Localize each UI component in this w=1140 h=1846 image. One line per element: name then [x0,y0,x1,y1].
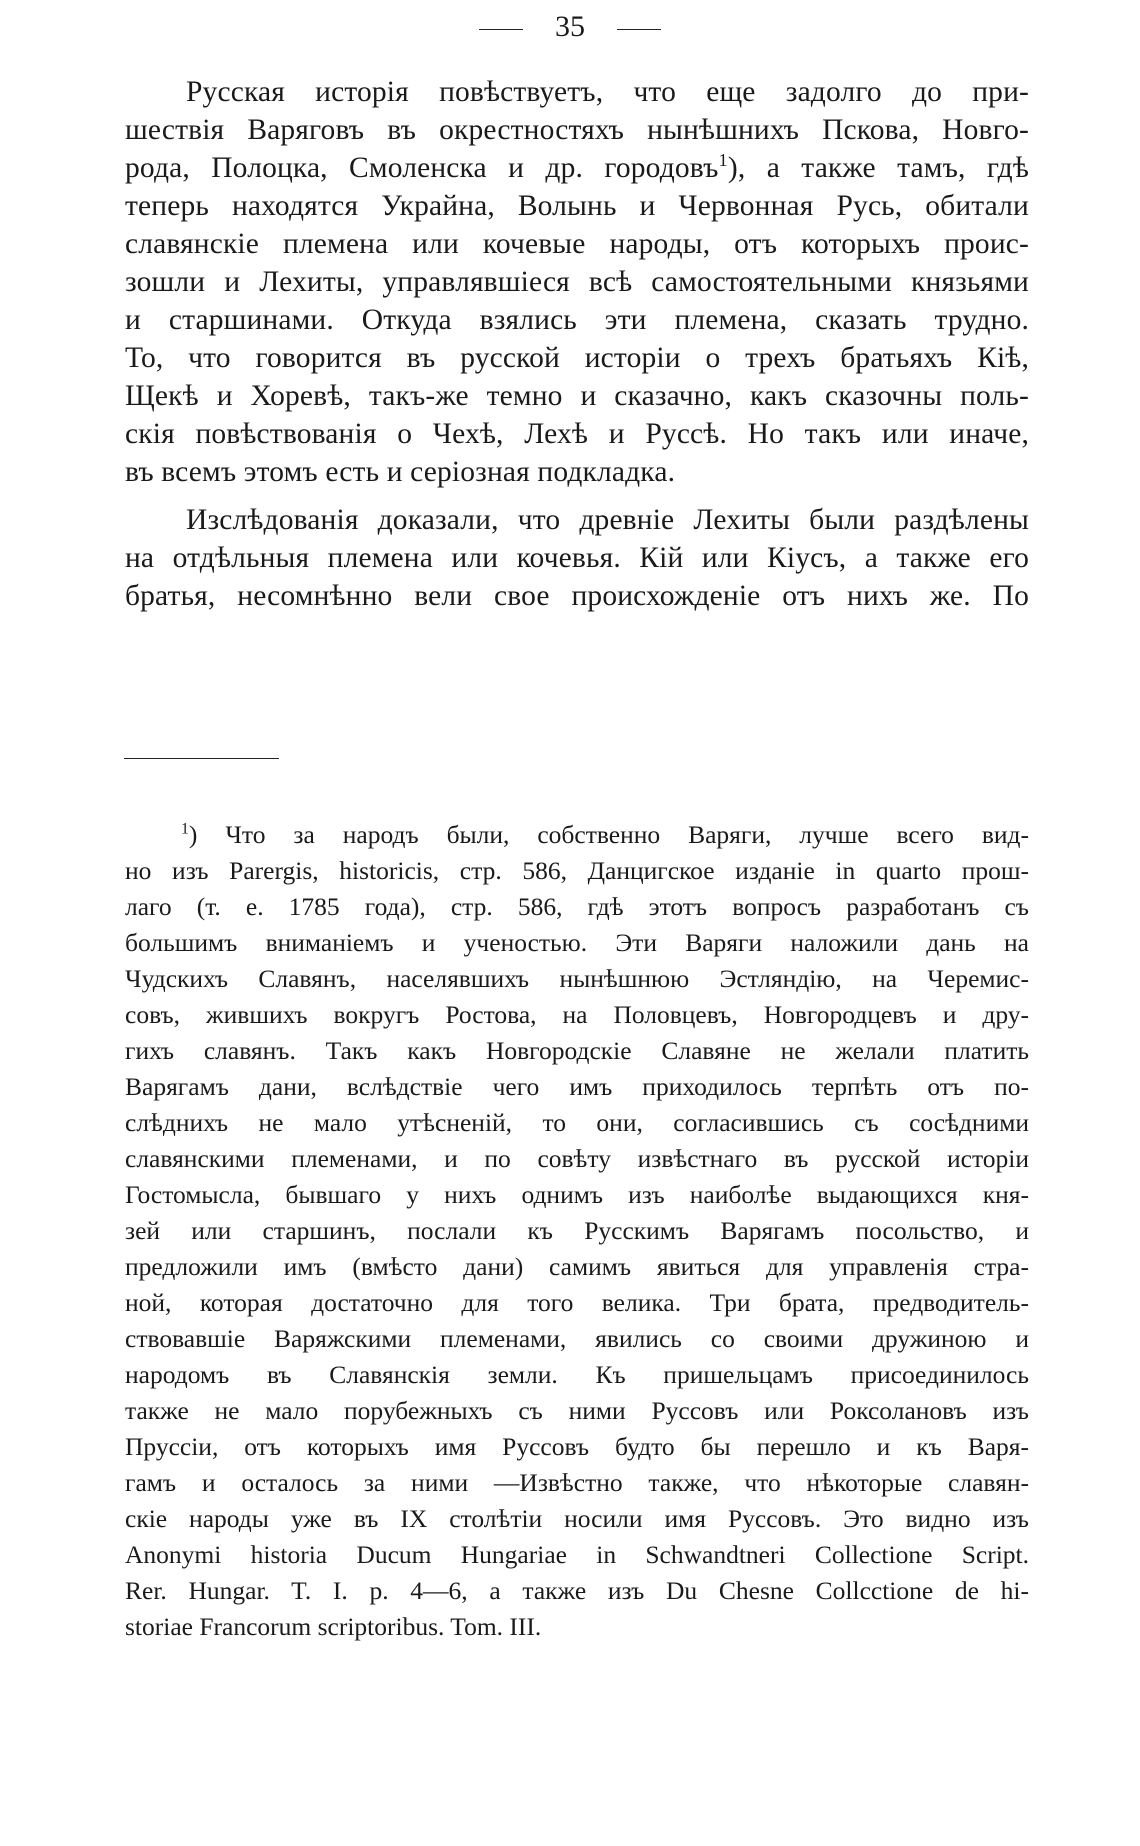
footnote-line: Чудскихъ Славянъ, населявшихъ нынѣшнюю Эстляндію, на Черемис- [125,964,1029,993]
footnote-line: гамъ и осталось за ними —Извѣстно также, что нѣкоторые славян- [125,1468,1029,1497]
footnote-line: Пруссіи, отъ которыхъ имя Руссовъ будто бы перешло и къ Варя- [125,1432,1029,1461]
text-line: Щекѣ и Хоревѣ, такъ-же темно и сказачно, какъ сказочны поль- [125,380,1029,412]
header-dash-right [617,29,661,30]
footnote-line: Гостомысла, бывшаго у нихъ однимъ изъ наиболѣе выдающихся кня- [125,1180,1029,1209]
text-line-part: ), а также тамъ, гдѣ [727,152,1030,184]
footnote-line-text: ) Что за народъ были, собственно Варяги, лучше всего вид- [188,820,1029,849]
footnote-line: Варягамъ дани, вслѣдствіе чего имъ приходилось терпѣть отъ по- [125,1072,1029,1101]
text-line-part: рода, Полоцка, Смоленска и др. городовъ [125,152,719,184]
text-line: Изслѣдованія доказали, что древніе Лехиты были раздѣлены [186,504,1029,536]
footnote-line: гихъ славянъ. Такъ какъ Новгородскіе Славяне не желали платить [125,1036,1029,1065]
header-dash-left [479,29,523,30]
footnote-line: скіе народы уже въ IX столѣтіи носили имя Руссовъ. Это видно изъ [125,1504,1029,1533]
footnote-line: слѣднихъ не мало утѣсненій, то они, согласившись съ сосѣдними [125,1108,1029,1137]
footnote-line: storiae Francorum scriptoribus. Tom. III. [125,1612,542,1641]
text-line: братья, несомнѣнно вели свое происхожденіе отъ нихъ же. По [125,580,1029,612]
footnote-line: лаго (т. е. 1785 года), стр. 586, гдѣ этотъ вопросъ разработанъ съ [125,892,1029,921]
text-line: и старшинами. Откуда взялись эти племена, сказать трудно. [125,304,1029,336]
footnote-line: Anonymi historia Ducum Hungariae in Schwandtneri Collectione Script. [125,1540,1029,1569]
text-line: славянскіе племена или кочевые народы, отъ которыхъ проис- [125,228,1029,260]
text-line: зошли и Лехиты, управлявшіеся всѣ самостоятельными князьями [125,266,1029,298]
footnote-ref: 1 [718,150,728,171]
text-line: То, что говорится въ русской исторіи о трехъ братьяхъ Кіѣ, [125,342,1029,374]
footnote-line: ствовавшіе Варяжскими племенами, явились со своими дружиною и [125,1324,1029,1353]
footnote-line: но изъ Parergis, historicis, стр. 586, Данцигское изданіе in quarto прош- [125,856,1029,885]
text-line: на отдѣльныя племена или кочевья. Кій или Кіусъ, а также его [125,542,1029,574]
footnote-line: ной, которая достаточно для того велика. Три брата, предводитель- [125,1288,1029,1317]
page-number: 35 [555,10,585,43]
footnote-separator [124,758,279,759]
text-line: Русская исторія повѣствуетъ, что еще задолго до при- [186,76,1029,108]
footnote-marker: 1 [181,820,189,838]
footnote-line: предложили имъ (вмѣсто дани) самимъ явиться для управленія стра- [125,1252,1029,1281]
text-line: скія повѣствованія о Чехѣ, Лехѣ и Руссѣ. Но такъ или иначе, [125,418,1029,450]
footnote-line: совъ, жившихъ вокругъ Ростова, на Половцевъ, Новгородцевъ и дру- [125,1000,1029,1029]
text-line: теперь находятся Украйна, Волынь и Червонная Русь, обитали [125,190,1029,222]
footnote-line: также не мало порубежныхъ съ ними Руссовъ или Роксолановъ изъ [125,1396,1029,1425]
text-line [125,152,1029,185]
footnote-line: большимъ вниманіемъ и ученостью. Эти Варяги наложили дань на [125,928,1029,957]
footnote-line: народомъ въ Славянскія земли. Къ пришельцамъ присоединилось [125,1360,1029,1389]
page-header [0,10,1140,44]
footnote-line: зей или старшинъ, послали къ Русскимъ Варягамъ посольство, и [125,1216,1029,1245]
footnote-line: славянскими племенами, и по совѣту извѣстнаго въ русской исторіи [125,1144,1029,1173]
text-line: шествія Варяговъ въ окрестностяхъ нынѣшнихъ Пскова, Новго- [125,114,1029,146]
footnote-line: Rer. Hungar. T. I. p. 4—6, а также изъ Du Chesne Collcctione de hi- [125,1576,1029,1605]
text-line: въ всемъ этомъ есть и серіозная подкладка. [125,456,676,488]
footnote-line [181,820,1029,850]
